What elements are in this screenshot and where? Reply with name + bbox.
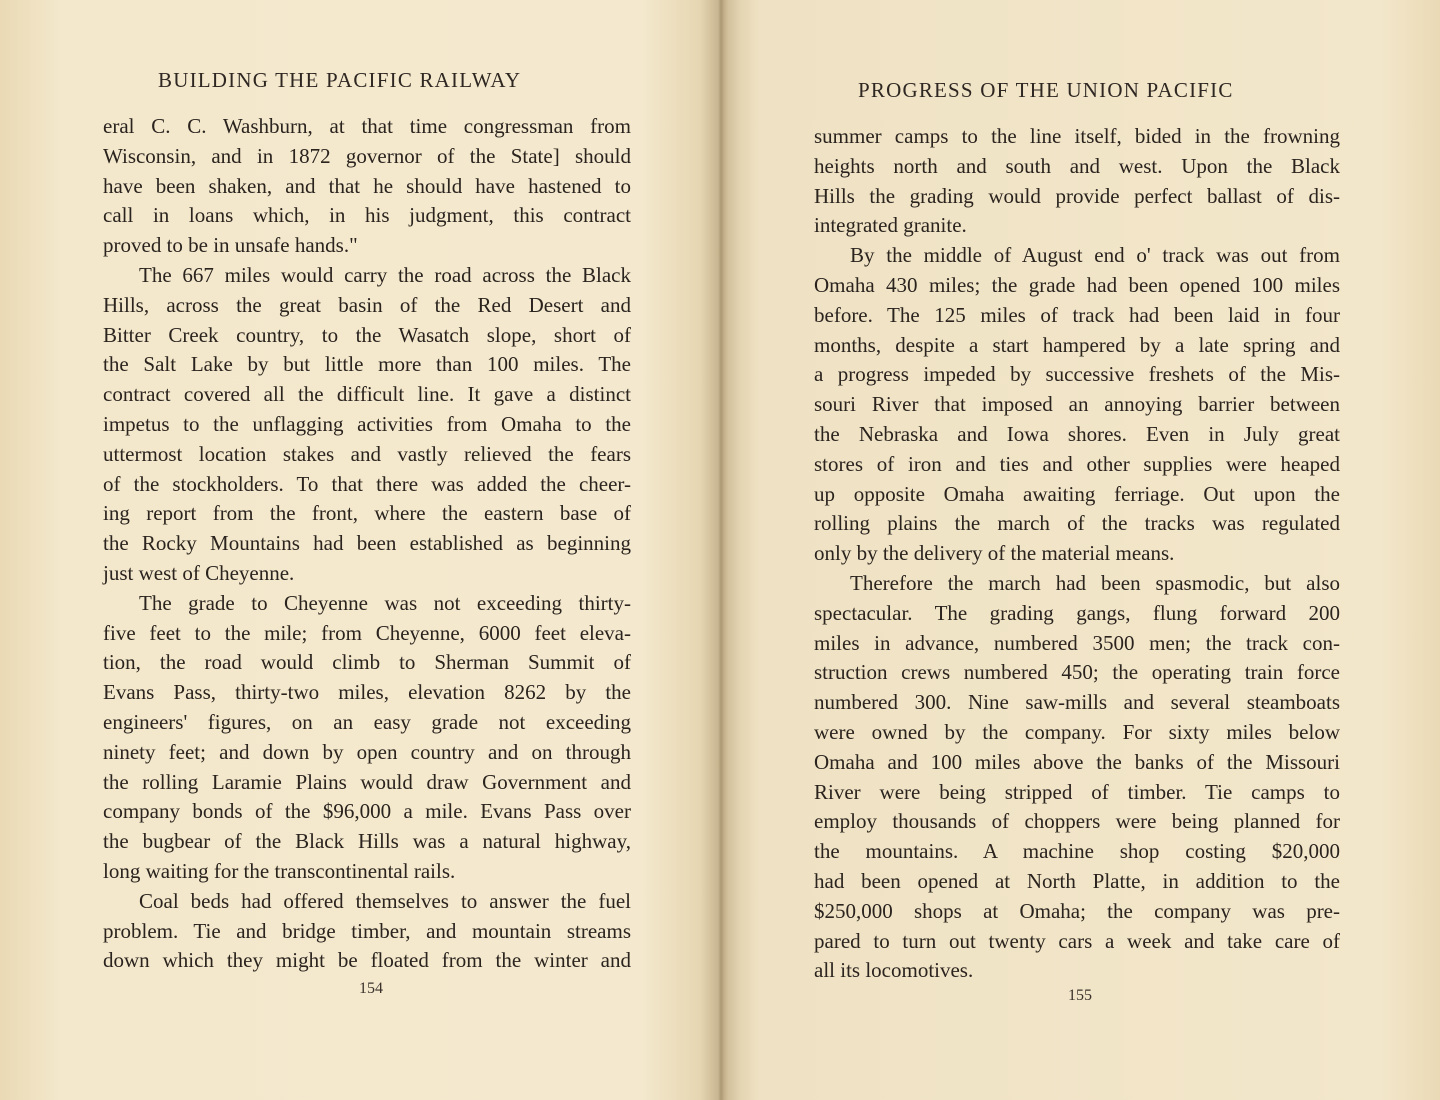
text-line: the mountains. A machine shop costing $20,000 [814,839,1340,864]
text-line: problem. Tie and bridge timber, and mountain streams [103,918,631,943]
text-line: a progress impeded by successive freshets of the Mis- [814,362,1340,387]
text-line: Hills, across the great basin of the Red Desert and [103,292,631,317]
text-line: engineers' figures, on an easy grade not exceeding [103,709,631,734]
text-line: were owned by the company. For sixty miles below [814,719,1340,744]
text-line: proved to be in unsafe hands." [103,233,358,258]
text-line: Omaha and 100 miles above the banks of the Missouri [814,749,1340,774]
text-line: numbered 300. Nine saw-mills and several steamboats [814,690,1340,715]
text-line: heights north and south and west. Upon the Black [814,153,1340,178]
text-line: $250,000 shops at Omaha; the company was pre- [814,898,1340,923]
text-line: down which they might be floated from the winter and [103,948,631,973]
text-line: up opposite Omaha awaiting ferriage. Out upon the [814,481,1340,506]
text-line: ing report from the front, where the eastern base of [103,501,631,526]
text-line: Omaha 430 miles; the grade had been opened 100 miles [814,272,1340,297]
text-line: summer camps to the line itself, bided in the frowning [814,124,1340,148]
text-line: before. The 125 miles of track had been laid in four [814,302,1340,327]
text-line: long waiting for the transcontinental rails. [103,858,456,883]
text-line: all its locomotives. [814,958,974,983]
text-line: tion, the road would climb to Sherman Summit of [103,650,631,675]
text-line: River were being stripped of timber. Tie camps to [814,779,1340,804]
text-line: Wisconsin, and in 1872 governor of the State] should [103,143,631,168]
text-line: pared to turn out twenty cars a week and take care of [814,928,1340,953]
text-line: the Nebraska and Iowa shores. Even in July great [814,421,1340,446]
text-line: Therefore the march had been spasmodic, but also [850,570,1340,595]
right-body-text [814,122,1340,986]
text-line: struction crews numbered 450; the operating train force [814,660,1340,685]
text-line: the rolling Laramie Plains would draw Government and [103,769,631,794]
text-line: call in loans which, in his judgment, this contract [103,203,631,228]
left-running-head: BUILDING THE PACIFIC RAILWAY [158,68,522,92]
right-running-head: PROGRESS OF THE UNION PACIFIC [858,78,1234,102]
right-page [722,0,1440,1100]
text-line: ninety feet; and down by open country and on through [103,739,631,764]
text-line: spectacular. The grading gangs, flung forward 200 [814,600,1340,625]
right-page-number: 155 [1068,987,1092,1004]
text-line: Hills the grading would provide perfect ballast of dis- [814,183,1340,208]
text-line: only by the delivery of the material means. [814,541,1175,566]
text-line: Evans Pass, thirty-two miles, elevation 8262 by the [103,680,631,705]
text-line: the Rocky Mountains had been established as beginning [103,531,631,556]
text-line: stores of iron and ties and other supplies were heaped [814,451,1340,476]
text-line: Coal beds had offered themselves to answer the fuel [139,888,631,913]
text-line: five feet to the mile; from Cheyenne, 6000 feet eleva- [103,620,631,645]
text-line: By the middle of August end o' track was out from [850,243,1340,268]
text-line: employ thousands of choppers were being planned for [814,809,1340,834]
text-line: The 667 miles would carry the road across the Black [139,262,631,287]
left-body-text [103,112,631,976]
text-line: eral C. C. Washburn, at that time congressman from [103,114,631,138]
text-line: have been shaken, and that he should have hastened to [103,173,631,198]
text-line: impetus to the unflagging activities from Omaha to the [103,411,631,436]
text-line: months, despite a start hampered by a late spring and [814,332,1340,357]
text-line: Bitter Creek country, to the Wasatch slope, short of [103,322,631,347]
text-line: The grade to Cheyenne was not exceeding thirty- [139,590,631,615]
text-line: miles in advance, numbered 3500 men; the track con- [814,630,1340,655]
text-line: contract covered all the difficult line. It gave a distinct [103,382,631,407]
text-line: just west of Cheyenne. [103,560,295,585]
text-line: had been opened at North Platte, in addition to the [814,868,1340,893]
text-line: the Salt Lake by but little more than 100 miles. The [103,352,631,377]
text-line: uttermost location stakes and vastly relieved the fears [103,441,631,466]
left-page-number: 154 [359,980,383,997]
text-line: the bugbear of the Black Hills was a natural highway, [103,829,631,854]
text-line: of the stockholders. To that there was added the cheer- [103,471,631,496]
text-line: souri River that imposed an annoying barrier between [814,392,1340,417]
text-line: company bonds of the $96,000 a mile. Evans Pass over [103,799,631,824]
text-line: integrated granite. [814,213,967,238]
text-line: rolling plains the march of the tracks was regulated [814,511,1340,536]
